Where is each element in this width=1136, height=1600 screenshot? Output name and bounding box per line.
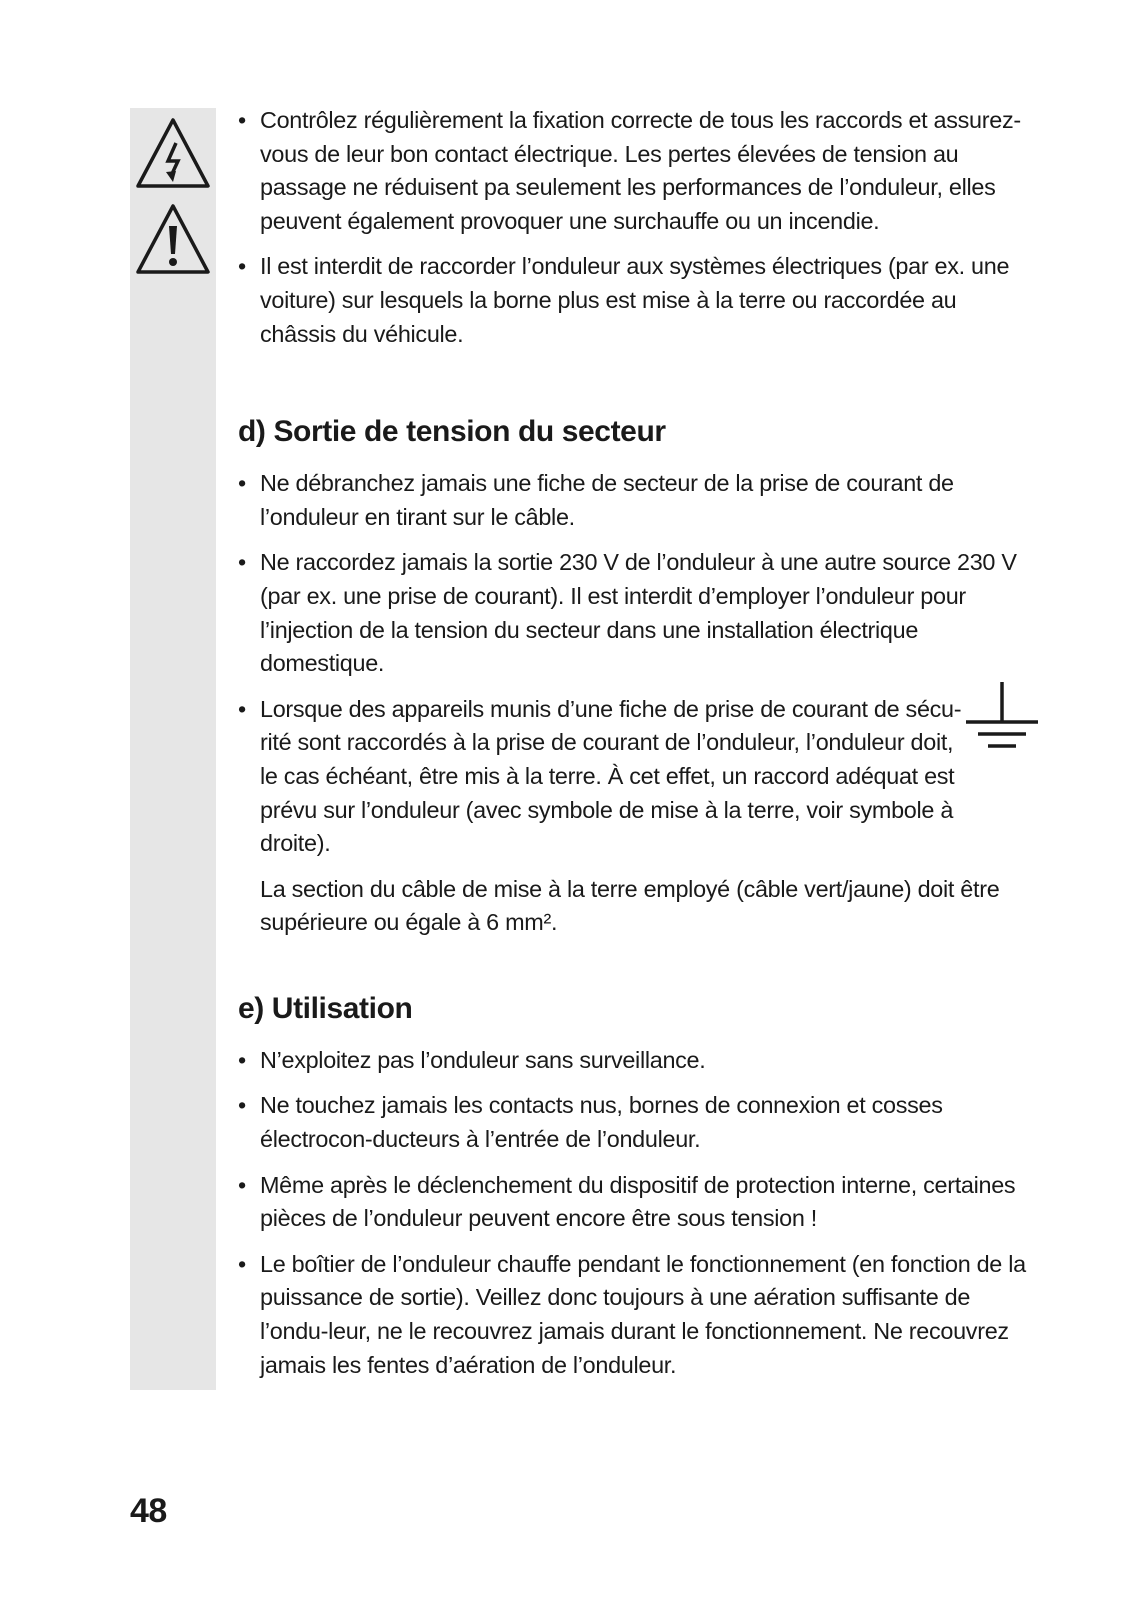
warning-sidebar — [130, 108, 216, 1390]
list-item: • Contrôlez régulièrement la fixation correcte de tous les raccords et assurez-vous de leur bon contact électrique. Les pertes élevées de tension au passage ne réduisent pa seulement les performances de l’onduleur, elles peuvent également provoquer une surchauffe ou un incendie. — [238, 104, 1038, 238]
list-item: • Il est interdit de raccorder l’onduleur aux systèmes électriques (par ex. une voiture) sur lesquels la borne plus est mise à la terre ou raccordée au châssis du véhicule. — [238, 250, 1038, 351]
page-number: 48 — [130, 1492, 167, 1530]
ground-symbol-icon — [962, 680, 1042, 752]
high-voltage-warning-icon — [134, 116, 212, 192]
list-item: • Ne débranchez jamais une fiche de secteur de la prise de courant de l’onduleur en tirant sur le câble. — [238, 467, 1038, 534]
list-item: • Ne raccordez jamais la sortie 230 V de l’onduleur à une autre source 230 V (par ex. une prise de courant). Il est interdit d’employer l’onduleur pour l’injection de la tension du secteur dans une installation électrique domestique. — [238, 546, 1038, 680]
list-item: • Le boîtier de l’onduleur chauffe pendant le fonctionnement (en fonction de la puissance de sortie). Veillez donc toujours à une aération suffisante de l’ondu-leur, ne le recouvrez jamais durant le fonctionnement. Ne recouvrez jamais les fentes d’aération de l’onduleur. — [238, 1248, 1038, 1382]
list-item: • Lorsque des appareils munis d’une fiche de prise de courant de sécu-rité sont raccordés à la prise de courant de l’onduleur, l’onduleur doit, le cas échéant, être mis à la terre. À cet effet, un raccord adéquat est prévu sur l’onduleur (avec symbole de mise à la terre, voir symbole à droite). — [238, 693, 968, 861]
main-content — [238, 104, 1038, 1394]
ground-cable-note: La section du câble de mise à la terre employé (câble vert/jaune) doit être supérieure ou égale à 6 mm². — [260, 875, 1000, 936]
section-heading-e: e) Utilisation — [238, 991, 413, 1025]
list-item: • Même après le déclenchement du dispositif de protection interne, certaines pièces de l’onduleur peuvent encore être sous tension ! — [238, 1169, 1038, 1236]
list-item: • N’exploitez pas l’onduleur sans surveillance. — [238, 1044, 1038, 1078]
caution-warning-icon — [134, 202, 212, 278]
list-item: • Ne touchez jamais les contacts nus, bornes de connexion et cosses électrocon-ducteurs à l’entrée de l’onduleur. — [238, 1089, 1038, 1156]
section-heading-d: d) Sortie de tension du secteur — [238, 415, 666, 449]
